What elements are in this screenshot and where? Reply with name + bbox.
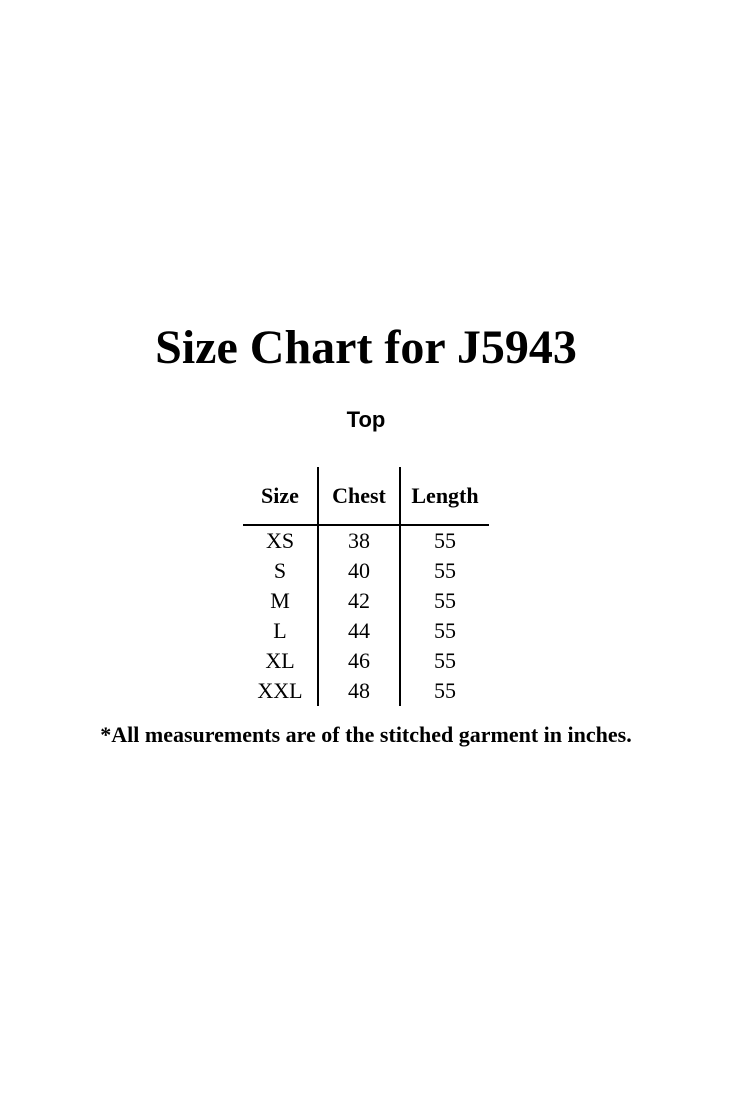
cell-chest: 42 <box>318 586 400 616</box>
page-title: Size Chart for J5943 <box>155 321 577 374</box>
table-row <box>243 586 489 616</box>
cell-size: L <box>243 616 318 646</box>
cell-chest: 44 <box>318 616 400 646</box>
cell-chest: 48 <box>318 676 400 706</box>
cell-size: XXL <box>243 676 318 706</box>
cell-chest: 38 <box>318 525 400 556</box>
measurement-footnote: *All measurements are of the stitched garment in inches. <box>100 722 632 747</box>
header-chest: Chest <box>318 467 400 525</box>
table-row <box>243 525 489 556</box>
cell-size: M <box>243 586 318 616</box>
section-title: Top <box>346 407 386 432</box>
cell-chest: 40 <box>318 556 400 586</box>
header-length: Length <box>400 467 489 525</box>
cell-size: S <box>243 556 318 586</box>
cell-length: 55 <box>434 648 456 673</box>
table-row <box>243 646 489 676</box>
header-size: Size <box>243 467 318 525</box>
table-header-row <box>243 467 489 525</box>
table-row <box>243 556 489 586</box>
cell-size: XS <box>243 525 318 556</box>
cell-size: XL <box>243 646 318 676</box>
cell-chest: 46 <box>318 646 400 676</box>
cell-length: 55 <box>434 588 456 613</box>
cell-length: 55 <box>434 678 456 703</box>
table-row <box>243 616 489 646</box>
cell-length: 55 <box>434 528 456 553</box>
size-table <box>243 467 489 706</box>
table-row <box>243 676 489 706</box>
cell-length: 55 <box>434 618 456 643</box>
cell-length: 55 <box>434 558 456 583</box>
